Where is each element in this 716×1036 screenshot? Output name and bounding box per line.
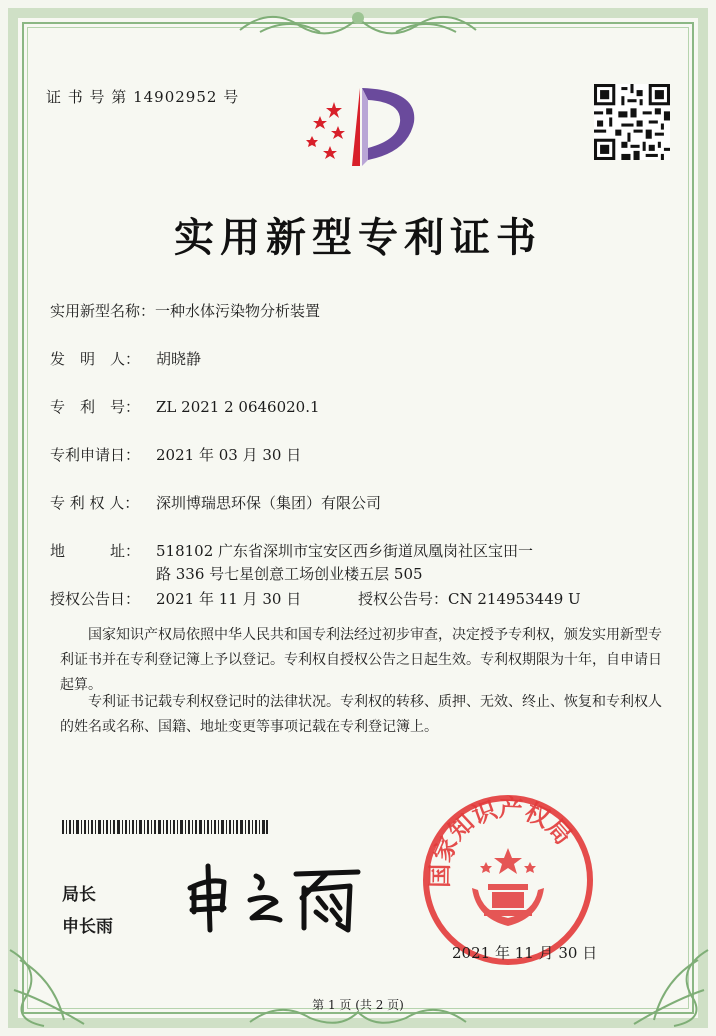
bottom-right-ornament: [604, 930, 714, 1030]
address-row: [50, 540, 533, 561]
top-ornament: [230, 4, 486, 40]
qr-code-icon: [594, 84, 670, 160]
grant-number-row: [358, 588, 581, 609]
address-label: 地 址：: [50, 542, 141, 560]
issue-date: 2021 年 11 月 30 日: [452, 944, 598, 962]
patent-number-label: 专 利 号：: [50, 398, 141, 416]
inventor-label: 发 明 人：: [50, 350, 141, 368]
grant-number-value: CN 214953449 U: [448, 590, 581, 608]
page-number: 第 1 页 (共 2 页): [312, 998, 404, 1012]
director-name: 申长雨: [62, 917, 113, 937]
barcode-icon: [62, 820, 268, 834]
director-title: 局长: [62, 885, 96, 905]
certificate-number: 证 书 号 第 14902952 号: [46, 88, 240, 106]
filing-date-row: [50, 444, 301, 465]
utility-model-name-label: 实用新型名称：: [50, 302, 156, 320]
bottom-left-ornament: [4, 930, 114, 1030]
inventor-row: [50, 348, 201, 369]
patentee-row: [50, 492, 381, 513]
cnipa-logo-icon: [298, 82, 420, 172]
patent-number-value: ZL 2021 2 0646020.1: [156, 398, 320, 416]
grant-date-label: 授权公告日：: [50, 590, 141, 608]
signature-image: [180, 858, 370, 938]
patent-number-row: [50, 396, 320, 417]
address-line-2: 路 336 号七星创意工场创业楼五层 505: [156, 565, 423, 583]
filing-date-value: 2021 年 03 月 30 日: [156, 446, 302, 464]
grant-date-value: 2021 年 11 月 30 日: [156, 590, 302, 608]
patentee-label: 专 利 权 人：: [50, 494, 140, 512]
svg-text:国家知识产权局: [426, 794, 578, 888]
grant-date-row: [50, 588, 301, 609]
address-line-1: 518102 广东省深圳市宝安区西乡街道凤凰岗社区宝田一: [156, 542, 534, 560]
grant-number-label: 授权公告号：: [358, 590, 449, 608]
inventor-value: 胡晓静: [156, 350, 202, 368]
patentee-value: 深圳博瑞思环保（集团）有限公司: [156, 494, 382, 512]
utility-model-name-value: 一种水体污染物分析装置: [155, 302, 321, 320]
utility-model-name-row: [50, 300, 320, 321]
seal-text: 国家知识产权局: [425, 794, 578, 888]
legal-paragraph-1: 国家知识产权局依照中华人民共和国专利法经过初步审查，决定授予专利权，颁发实用新型专利证书并在专利登记簿上予以登记。专利权自授权公告之日起生效。专利权期限为十年，自申请日起算。: [60, 627, 662, 693]
legal-paragraph-2: 专利证书记载专利权登记时的法律状况。专利权的转移、质押、无效、终止、恢复和专利权人的姓名或名称、国籍、地址变更等事项记载在专利登记簿上。: [60, 694, 662, 735]
filing-date-label: 专利申请日：: [50, 446, 141, 464]
certificate-title: 实用新型专利证书: [174, 214, 542, 261]
